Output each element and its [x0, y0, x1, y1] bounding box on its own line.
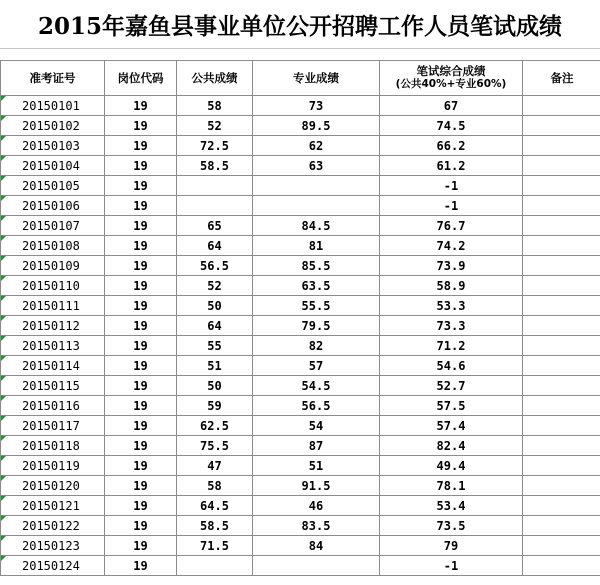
table-row	[1, 216, 600, 236]
cell-remarks[interactable]	[523, 296, 600, 316]
cell-major-score[interactable]: 84.5	[253, 216, 380, 236]
cell-exam-id[interactable]: 20150102	[1, 116, 105, 136]
header-exam-id[interactable]: 准考证号	[1, 61, 105, 96]
cell-position-code[interactable]: 19	[105, 476, 177, 496]
cell-exam-id[interactable]: 20150115	[1, 376, 105, 396]
cell-remarks[interactable]	[523, 276, 600, 296]
table-row	[1, 96, 600, 116]
cell-major-score[interactable]: 57	[253, 356, 380, 376]
cell-remarks[interactable]	[523, 496, 600, 516]
cell-remarks[interactable]	[523, 256, 600, 276]
cell-major-score[interactable]: 63	[253, 156, 380, 176]
cell-position-code[interactable]: 19	[105, 496, 177, 516]
cell-remarks[interactable]	[523, 196, 600, 216]
cell-major-score[interactable]: 89.5	[253, 116, 380, 136]
cell-written-total[interactable]: 67	[380, 96, 523, 116]
table-row	[1, 336, 600, 356]
cell-position-code[interactable]: 19	[105, 216, 177, 236]
cell-major-score[interactable]	[253, 196, 380, 216]
table-row	[1, 156, 600, 176]
cell-public-score[interactable]: 51	[177, 356, 253, 376]
cell-remarks[interactable]	[523, 96, 600, 116]
cell-public-score[interactable]: 52	[177, 276, 253, 296]
cell-position-code[interactable]: 19	[105, 256, 177, 276]
cell-exam-id[interactable]: 20150111	[1, 296, 105, 316]
cell-major-score[interactable]: 81	[253, 236, 380, 256]
header-written-total-line2: (公共40%+专业60%)	[395, 78, 507, 90]
cell-exam-id[interactable]: 20150123	[1, 536, 105, 556]
cell-major-score[interactable]: 82	[253, 336, 380, 356]
cell-public-score[interactable]: 75.5	[177, 436, 253, 456]
cell-written-total[interactable]: 82.4	[380, 436, 523, 456]
cell-exam-id[interactable]: 20150122	[1, 516, 105, 536]
cell-written-total[interactable]: 53.3	[380, 296, 523, 316]
cell-remarks[interactable]	[523, 356, 600, 376]
cell-major-score[interactable]: 51	[253, 456, 380, 476]
cell-public-score[interactable]: 62.5	[177, 416, 253, 436]
cell-exam-id[interactable]: 20150113	[1, 336, 105, 356]
cell-written-total[interactable]: 73.3	[380, 316, 523, 336]
cell-written-total[interactable]: 73.9	[380, 256, 523, 276]
cell-position-code[interactable]: 19	[105, 196, 177, 216]
header-public-score[interactable]: 公共成绩	[177, 61, 253, 96]
cell-public-score[interactable]: 65	[177, 216, 253, 236]
cell-public-score[interactable]: 58	[177, 476, 253, 496]
cell-public-score[interactable]: 64.5	[177, 496, 253, 516]
cell-position-code[interactable]: 19	[105, 556, 177, 576]
cell-public-score[interactable]	[177, 196, 253, 216]
cell-remarks[interactable]	[523, 236, 600, 256]
cell-remarks[interactable]	[523, 216, 600, 236]
cell-position-code[interactable]: 19	[105, 376, 177, 396]
cell-public-score[interactable]: 58.5	[177, 156, 253, 176]
cell-major-score[interactable]: 46	[253, 496, 380, 516]
cell-position-code[interactable]: 19	[105, 456, 177, 476]
cell-position-code[interactable]: 19	[105, 396, 177, 416]
cell-exam-id[interactable]: 20150108	[1, 236, 105, 256]
cell-written-total[interactable]: 71.2	[380, 336, 523, 356]
cell-position-code[interactable]: 19	[105, 116, 177, 136]
cell-position-code[interactable]: 19	[105, 96, 177, 116]
table-row	[1, 436, 600, 456]
cell-exam-id[interactable]: 20150116	[1, 396, 105, 416]
cell-written-total[interactable]: 73.5	[380, 516, 523, 536]
cell-exam-id[interactable]: 20150117	[1, 416, 105, 436]
cell-written-total[interactable]: 74.2	[380, 236, 523, 256]
cell-public-score[interactable]	[177, 176, 253, 196]
cell-public-score[interactable]: 47	[177, 456, 253, 476]
cell-exam-id[interactable]: 20150105	[1, 176, 105, 196]
cell-exam-id[interactable]: 20150106	[1, 196, 105, 216]
cell-remarks[interactable]	[523, 316, 600, 336]
cell-public-score[interactable]	[177, 556, 253, 576]
cell-major-score[interactable]: 62	[253, 136, 380, 156]
cell-position-code[interactable]: 19	[105, 416, 177, 436]
cell-remarks[interactable]	[523, 376, 600, 396]
cell-position-code[interactable]: 19	[105, 436, 177, 456]
cell-exam-id[interactable]: 20150121	[1, 496, 105, 516]
header-major-score[interactable]: 专业成绩	[253, 61, 380, 96]
cell-public-score[interactable]: 72.5	[177, 136, 253, 156]
table-row	[1, 556, 600, 576]
header-row	[1, 61, 600, 96]
table-row	[1, 136, 600, 156]
cell-written-total[interactable]: 78.1	[380, 476, 523, 496]
table-row	[1, 456, 600, 476]
table-row	[1, 516, 600, 536]
cell-public-score[interactable]: 52	[177, 116, 253, 136]
cell-remarks[interactable]	[523, 436, 600, 456]
cell-position-code[interactable]: 19	[105, 316, 177, 336]
cell-position-code[interactable]: 19	[105, 336, 177, 356]
table-row	[1, 496, 600, 516]
cell-public-score[interactable]: 59	[177, 396, 253, 416]
cell-exam-id[interactable]: 20150110	[1, 276, 105, 296]
table-row	[1, 296, 600, 316]
table-body	[1, 96, 600, 576]
cell-major-score[interactable]: 56.5	[253, 396, 380, 416]
table-row	[1, 476, 600, 496]
cell-public-score[interactable]: 64	[177, 236, 253, 256]
cell-position-code[interactable]: 19	[105, 516, 177, 536]
table-row	[1, 236, 600, 256]
cell-exam-id[interactable]: 20150103	[1, 136, 105, 156]
cell-major-score[interactable]: 54.5	[253, 376, 380, 396]
cell-public-score[interactable]: 55	[177, 336, 253, 356]
cell-written-total[interactable]: 79	[380, 536, 523, 556]
cell-remarks[interactable]	[523, 556, 600, 576]
cell-public-score[interactable]: 56.5	[177, 256, 253, 276]
cell-exam-id[interactable]: 20150118	[1, 436, 105, 456]
table-row	[1, 196, 600, 216]
table-row	[1, 396, 600, 416]
cell-remarks[interactable]	[523, 176, 600, 196]
cell-major-score[interactable]: 84	[253, 536, 380, 556]
cell-position-code[interactable]: 19	[105, 156, 177, 176]
cell-written-total[interactable]: 57.5	[380, 396, 523, 416]
table-row	[1, 356, 600, 376]
cell-major-score[interactable]: 55.5	[253, 296, 380, 316]
header-remarks[interactable]: 备注	[523, 61, 600, 96]
table-row	[1, 176, 600, 196]
cell-exam-id[interactable]: 20150124	[1, 556, 105, 576]
cell-major-score[interactable]: 79.5	[253, 316, 380, 336]
cell-position-code[interactable]: 19	[105, 276, 177, 296]
cell-remarks[interactable]	[523, 536, 600, 556]
table-row	[1, 376, 600, 396]
cell-major-score[interactable]	[253, 176, 380, 196]
cell-remarks[interactable]	[523, 336, 600, 356]
cell-remarks[interactable]	[523, 456, 600, 476]
cell-major-score[interactable]: 73	[253, 96, 380, 116]
table-row	[1, 256, 600, 276]
cell-public-score[interactable]: 58	[177, 96, 253, 116]
cell-written-total[interactable]: 76.7	[380, 216, 523, 236]
cell-exam-id[interactable]: 20150101	[1, 96, 105, 116]
cell-exam-id[interactable]: 20150107	[1, 216, 105, 236]
header-position-code[interactable]: 岗位代码	[105, 61, 177, 96]
cell-written-total[interactable]: 52.7	[380, 376, 523, 396]
cell-exam-id[interactable]: 20150104	[1, 156, 105, 176]
cell-position-code[interactable]: 19	[105, 136, 177, 156]
table-row	[1, 416, 600, 436]
cell-public-score[interactable]: 50	[177, 296, 253, 316]
cell-major-score[interactable]: 91.5	[253, 476, 380, 496]
header-written-total-line1: 笔试综合成绩	[416, 64, 486, 78]
cell-written-total[interactable]: 53.4	[380, 496, 523, 516]
cell-written-total[interactable]: 74.5	[380, 116, 523, 136]
cell-major-score[interactable]: 54	[253, 416, 380, 436]
cell-major-score[interactable]: 63.5	[253, 276, 380, 296]
cell-written-total[interactable]: 66.2	[380, 136, 523, 156]
cell-remarks[interactable]	[523, 476, 600, 496]
table-row	[1, 276, 600, 296]
cell-position-code[interactable]: 19	[105, 296, 177, 316]
cell-remarks[interactable]	[523, 136, 600, 156]
cell-public-score[interactable]: 58.5	[177, 516, 253, 536]
sheet-title: 2015年嘉鱼县事业单位公开招聘工作人员笔试成绩	[0, 0, 600, 49]
table-row	[1, 316, 600, 336]
score-table	[0, 60, 600, 576]
cell-remarks[interactable]	[523, 156, 600, 176]
cell-exam-id[interactable]: 20150109	[1, 256, 105, 276]
cell-public-score[interactable]: 71.5	[177, 536, 253, 556]
cell-written-total[interactable]: -1	[380, 176, 523, 196]
cell-remarks[interactable]	[523, 116, 600, 136]
cell-position-code[interactable]: 19	[105, 536, 177, 556]
cell-position-code[interactable]: 19	[105, 356, 177, 376]
cell-written-total[interactable]: 49.4	[380, 456, 523, 476]
cell-written-total[interactable]: 61.2	[380, 156, 523, 176]
table-row	[1, 536, 600, 556]
cell-position-code[interactable]: 19	[105, 176, 177, 196]
cell-exam-id[interactable]: 20150120	[1, 476, 105, 496]
cell-exam-id[interactable]: 20150119	[1, 456, 105, 476]
cell-written-total[interactable]: -1	[380, 556, 523, 576]
header-written-total[interactable]	[380, 61, 523, 96]
cell-position-code[interactable]: 19	[105, 236, 177, 256]
cell-remarks[interactable]	[523, 516, 600, 536]
cell-exam-id[interactable]: 20150112	[1, 316, 105, 336]
cell-remarks[interactable]	[523, 396, 600, 416]
cell-written-total[interactable]: 57.4	[380, 416, 523, 436]
cell-public-score[interactable]: 64	[177, 316, 253, 336]
cell-exam-id[interactable]: 20150114	[1, 356, 105, 376]
cell-public-score[interactable]: 50	[177, 376, 253, 396]
cell-major-score[interactable]: 87	[253, 436, 380, 456]
cell-major-score[interactable]: 85.5	[253, 256, 380, 276]
cell-written-total[interactable]: 54.6	[380, 356, 523, 376]
cell-major-score[interactable]: 83.5	[253, 516, 380, 536]
cell-major-score[interactable]	[253, 556, 380, 576]
cell-written-total[interactable]: 58.9	[380, 276, 523, 296]
cell-written-total[interactable]: -1	[380, 196, 523, 216]
table-row	[1, 116, 600, 136]
cell-remarks[interactable]	[523, 416, 600, 436]
